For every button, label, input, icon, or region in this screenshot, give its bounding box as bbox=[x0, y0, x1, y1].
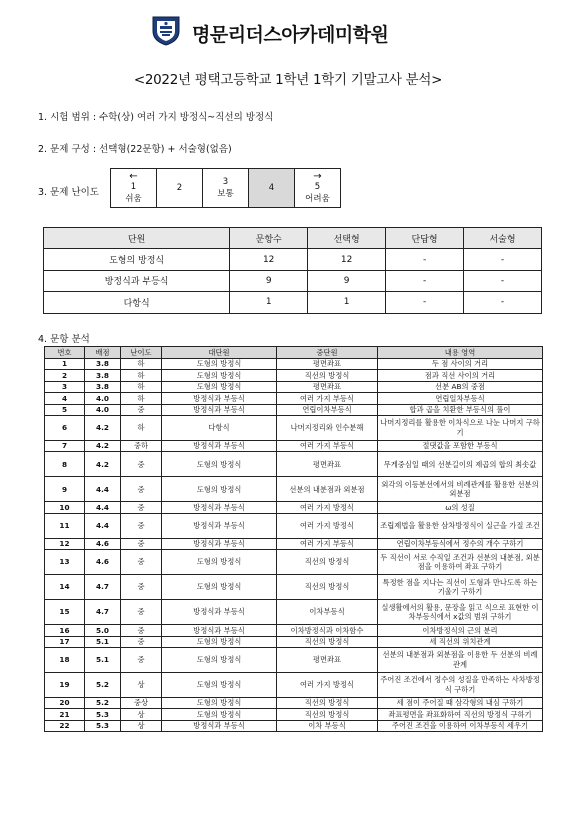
analysis-cell: 연립이차부등식 bbox=[277, 404, 378, 415]
analysis-cell: 4.4 bbox=[85, 477, 121, 502]
analysis-cell: 선분의 내분점과 외분점을 이용한 두 선분의 비례관계 bbox=[378, 647, 543, 672]
summary-cell: - bbox=[386, 270, 464, 291]
analysis-cell: 무게중심일 때의 선분길이의 제곱의 합의 최솟값 bbox=[378, 452, 543, 477]
analysis-cell: 4.4 bbox=[85, 502, 121, 513]
table-row bbox=[45, 502, 543, 513]
difficulty-level-3 bbox=[203, 169, 249, 208]
analysis-cell: 평면좌표 bbox=[277, 381, 378, 392]
analysis-cell: 이차방정식의 근의 분리 bbox=[378, 625, 543, 636]
summary-cell: 9 bbox=[308, 270, 386, 291]
analysis-cell: 연립일차부등식 bbox=[378, 393, 543, 404]
analysis-cell: 8 bbox=[45, 452, 85, 477]
difficulty-number: 2 bbox=[176, 183, 183, 193]
analysis-cell: 두 점 사이의 거리 bbox=[378, 359, 543, 370]
analysis-cell: 상 bbox=[121, 709, 162, 720]
analysis-cell: 도형의 방정식 bbox=[162, 359, 277, 370]
analysis-cell: 평면좌표 bbox=[277, 647, 378, 672]
analysis-cell: 하 bbox=[121, 370, 162, 381]
analysis-cell: 4.6 bbox=[85, 538, 121, 549]
analysis-cell: 도형의 방정식 bbox=[162, 636, 277, 647]
analysis-cell: 7 bbox=[45, 440, 85, 451]
analysis-cell: 4.7 bbox=[85, 600, 121, 625]
analysis-cell: 상 bbox=[121, 672, 162, 697]
analysis-cell: 직선의 방정식 bbox=[277, 636, 378, 647]
difficulty-arrow-icon: → bbox=[313, 170, 322, 182]
analysis-cell: 2 bbox=[45, 370, 85, 381]
page-title: <2022년 평택고등학교 1학년 1학기 기말고사 분석> bbox=[133, 72, 443, 88]
analysis-cell: 방정식과 부등식 bbox=[162, 625, 277, 636]
summary-cell: 12 bbox=[308, 249, 386, 270]
table-row bbox=[45, 452, 543, 477]
analysis-cell: 점과 직선 사이의 거리 bbox=[378, 370, 543, 381]
analysis-cell: ω의 성질 bbox=[378, 502, 543, 513]
analysis-cell: 방정식과 부등식 bbox=[162, 404, 277, 415]
summary-cell: - bbox=[464, 292, 542, 313]
table-row bbox=[45, 709, 543, 720]
summary-cell: - bbox=[386, 292, 464, 313]
analysis-cell: 하 bbox=[121, 393, 162, 404]
school-emblem-icon bbox=[150, 14, 182, 46]
analysis-header-cell: 난이도 bbox=[121, 347, 162, 359]
summary-cell: 도형의 방정식 bbox=[44, 249, 230, 270]
analysis-cell: 14 bbox=[45, 575, 85, 600]
analysis-cell: 10 bbox=[45, 502, 85, 513]
difficulty-label: 3. 문제 난이도 bbox=[38, 187, 99, 198]
analysis-cell: 직선의 방정식 bbox=[277, 550, 378, 575]
analysis-table bbox=[44, 346, 543, 732]
analysis-cell: 3 bbox=[45, 381, 85, 392]
analysis-cell: 19 bbox=[45, 672, 85, 697]
analysis-cell: 도형의 방정식 bbox=[162, 370, 277, 381]
analysis-cell: 선분의 내분점과 외분점 bbox=[277, 477, 378, 502]
table-row bbox=[45, 625, 543, 636]
analysis-cell: 3.8 bbox=[85, 359, 121, 370]
analysis-cell: 나머지정리와 인수분해 bbox=[277, 415, 378, 440]
analysis-header-cell: 중단원 bbox=[277, 347, 378, 359]
analysis-cell: 16 bbox=[45, 625, 85, 636]
difficulty-number: 4 bbox=[268, 183, 275, 193]
question-analysis-label: 4. 문항 분석 bbox=[38, 334, 90, 345]
analysis-cell: 4.0 bbox=[85, 404, 121, 415]
difficulty-caption: 쉬움 bbox=[125, 193, 142, 204]
table-row bbox=[45, 647, 543, 672]
analysis-cell: 중 bbox=[121, 477, 162, 502]
analysis-cell: 방정식과 부등식 bbox=[162, 513, 277, 538]
summary-row bbox=[44, 249, 542, 270]
analysis-cell: 여러 가지 방정식 bbox=[277, 502, 378, 513]
analysis-cell: 17 bbox=[45, 636, 85, 647]
analysis-cell: 하 bbox=[121, 415, 162, 440]
table-row bbox=[45, 697, 543, 708]
analysis-cell: 4.2 bbox=[85, 452, 121, 477]
analysis-cell: 특정한 점을 지나는 직선이 도형과 만나도록 하는 기울기 구하기 bbox=[378, 575, 543, 600]
header bbox=[0, 8, 576, 52]
analysis-cell: 중상 bbox=[121, 697, 162, 708]
analysis-cell: 중 bbox=[121, 625, 162, 636]
difficulty-scale bbox=[110, 168, 341, 208]
summary-cell: - bbox=[386, 249, 464, 270]
analysis-cell: 나머지정리를 활용한 이차식으로 나눈 나머지 구하기 bbox=[378, 415, 543, 440]
analysis-cell: 3.8 bbox=[85, 370, 121, 381]
analysis-cell: 여러 가지 부등식 bbox=[277, 393, 378, 404]
analysis-cell: 중 bbox=[121, 404, 162, 415]
analysis-cell: 22 bbox=[45, 720, 85, 731]
summary-table bbox=[43, 227, 542, 314]
summary-cell: 9 bbox=[230, 270, 308, 291]
difficulty-caption: 보통 bbox=[217, 189, 234, 199]
analysis-cell: 연립이차부등식에서 정수의 개수 구하기 bbox=[378, 538, 543, 549]
analysis-cell: 4.0 bbox=[85, 393, 121, 404]
difficulty-level-5 bbox=[295, 169, 341, 208]
analysis-cell: 9 bbox=[45, 477, 85, 502]
table-row bbox=[45, 538, 543, 549]
analysis-cell: 세 직선의 위치관계 bbox=[378, 636, 543, 647]
difficulty-level-4 bbox=[249, 169, 295, 208]
analysis-cell: 4.7 bbox=[85, 575, 121, 600]
analysis-cell: 좌표평면을 좌표화하여 직선의 방정식 구하기 bbox=[378, 709, 543, 720]
difficulty-caption: 어려움 bbox=[305, 193, 330, 204]
analysis-cell: 5.2 bbox=[85, 672, 121, 697]
analysis-cell: 방정식과 부등식 bbox=[162, 538, 277, 549]
analysis-cell: 5.3 bbox=[85, 720, 121, 731]
analysis-cell: 4 bbox=[45, 393, 85, 404]
summary-header-cell: 단원 bbox=[44, 228, 230, 249]
analysis-cell: 합과 곱을 치환한 부등식의 풀이 bbox=[378, 404, 543, 415]
analysis-cell: 직선의 방정식 bbox=[277, 575, 378, 600]
analysis-cell: 평면좌표 bbox=[277, 359, 378, 370]
table-row bbox=[45, 404, 543, 415]
analysis-cell: 방정식과 부등식 bbox=[162, 440, 277, 451]
summary-header-cell: 서술형 bbox=[464, 228, 542, 249]
difficulty-number: 5 bbox=[314, 181, 321, 192]
analysis-cell: 중 bbox=[121, 575, 162, 600]
analysis-cell: 13 bbox=[45, 550, 85, 575]
analysis-cell: 세 점이 주어질 때 삼각형의 내심 구하기 bbox=[378, 697, 543, 708]
analysis-cell: 중하 bbox=[121, 440, 162, 451]
summary-cell: 12 bbox=[230, 249, 308, 270]
analysis-cell: 도형의 방정식 bbox=[162, 575, 277, 600]
table-row bbox=[45, 636, 543, 647]
analysis-cell: 12 bbox=[45, 538, 85, 549]
analysis-cell: 실생활에서의 활용, 문장을 읽고 식으로 표현한 이차부등식에서 x값의 범위 구하기 bbox=[378, 600, 543, 625]
summary-cell: - bbox=[464, 249, 542, 270]
analysis-cell: 중 bbox=[121, 550, 162, 575]
analysis-cell: 중 bbox=[121, 636, 162, 647]
analysis-cell: 4.2 bbox=[85, 440, 121, 451]
analysis-cell: 3.8 bbox=[85, 381, 121, 392]
analysis-cell: 여러 가지 부등식 bbox=[277, 440, 378, 451]
analysis-cell: 다항식 bbox=[162, 415, 277, 440]
analysis-cell: 방정식과 부등식 bbox=[162, 393, 277, 404]
summary-row bbox=[44, 292, 542, 313]
analysis-cell: 4.2 bbox=[85, 415, 121, 440]
analysis-cell: 이차방정식과 이차함수 bbox=[277, 625, 378, 636]
table-row bbox=[45, 672, 543, 697]
analysis-cell: 5.2 bbox=[85, 697, 121, 708]
analysis-cell: 평면좌표 bbox=[277, 452, 378, 477]
summary-cell: 방정식과 부등식 bbox=[44, 270, 230, 291]
analysis-cell: 6 bbox=[45, 415, 85, 440]
analysis-cell: 중 bbox=[121, 452, 162, 477]
analysis-cell: 중 bbox=[121, 538, 162, 549]
analysis-cell: 15 bbox=[45, 600, 85, 625]
question-composition: 2. 문제 구성 : 선택형(22문항) + 서술형(없음) bbox=[38, 144, 232, 155]
analysis-cell: 도형의 방정식 bbox=[162, 647, 277, 672]
summary-cell: 1 bbox=[308, 292, 386, 313]
analysis-header-cell: 내용 영역 bbox=[378, 347, 543, 359]
summary-header-cell: 단답형 bbox=[386, 228, 464, 249]
analysis-cell: 도형의 방정식 bbox=[162, 452, 277, 477]
analysis-cell: 여러 가지 방정식 bbox=[277, 672, 378, 697]
analysis-cell: 4.6 bbox=[85, 550, 121, 575]
analysis-cell: 두 직선이 서로 수직일 조건과 선분의 내분점, 외분점을 이용하여 좌표 구하기 bbox=[378, 550, 543, 575]
table-row bbox=[45, 393, 543, 404]
analysis-cell: 11 bbox=[45, 513, 85, 538]
analysis-cell: 도형의 방정식 bbox=[162, 477, 277, 502]
analysis-cell: 도형의 방정식 bbox=[162, 381, 277, 392]
difficulty-number: 1 bbox=[130, 181, 137, 192]
analysis-cell: 5 bbox=[45, 404, 85, 415]
analysis-cell: 1 bbox=[45, 359, 85, 370]
table-row bbox=[45, 575, 543, 600]
analysis-cell: 여러 가지 방정식 bbox=[277, 513, 378, 538]
summary-header-cell: 선택형 bbox=[308, 228, 386, 249]
summary-cell: 1 bbox=[230, 292, 308, 313]
difficulty-level-2 bbox=[157, 169, 203, 208]
analysis-cell: 직선의 방정식 bbox=[277, 709, 378, 720]
analysis-cell: 중 bbox=[121, 600, 162, 625]
analysis-cell: 주어진 조건에서 정수의 성질을 만족하는 사차방정식 구하기 bbox=[378, 672, 543, 697]
analysis-cell: 선분 AB의 중점 bbox=[378, 381, 543, 392]
analysis-cell: 4.4 bbox=[85, 513, 121, 538]
table-row bbox=[45, 600, 543, 625]
analysis-cell: 절댓값을 포함한 부등식 bbox=[378, 440, 543, 451]
table-row bbox=[45, 513, 543, 538]
analysis-cell: 5.1 bbox=[85, 647, 121, 672]
analysis-cell: 도형의 방정식 bbox=[162, 709, 277, 720]
exam-range: 1. 시험 범위 : 수학(상) 여러 가지 방정식~직선의 방정식 bbox=[38, 112, 274, 123]
table-row bbox=[45, 720, 543, 731]
analysis-cell: 중 bbox=[121, 513, 162, 538]
table-row bbox=[45, 415, 543, 440]
analysis-cell: 하 bbox=[121, 381, 162, 392]
analysis-cell: 중 bbox=[121, 647, 162, 672]
table-row bbox=[45, 440, 543, 451]
summary-header-cell: 문항수 bbox=[230, 228, 308, 249]
summary-cell: - bbox=[464, 270, 542, 291]
analysis-cell: 이차부등식 bbox=[277, 600, 378, 625]
analysis-cell: 직선의 방정식 bbox=[277, 370, 378, 381]
analysis-cell: 조립제법을 활용한 삼차방정식이 실근을 가질 조건 bbox=[378, 513, 543, 538]
analysis-cell: 방정식과 부등식 bbox=[162, 720, 277, 731]
analysis-cell: 방정식과 부등식 bbox=[162, 600, 277, 625]
analysis-cell: 상 bbox=[121, 720, 162, 731]
analysis-cell: 이차 부등식 bbox=[277, 720, 378, 731]
analysis-cell: 5.3 bbox=[85, 709, 121, 720]
analysis-cell: 주어진 조건을 이용하여 이차부등식 세우기 bbox=[378, 720, 543, 731]
analysis-cell: 직선의 방정식 bbox=[277, 697, 378, 708]
analysis-cell: 여러 가지 부등식 bbox=[277, 538, 378, 549]
difficulty-level-1 bbox=[111, 169, 157, 208]
summary-row bbox=[44, 270, 542, 291]
analysis-cell: 21 bbox=[45, 709, 85, 720]
table-row bbox=[45, 359, 543, 370]
analysis-header-cell: 배점 bbox=[85, 347, 121, 359]
analysis-cell: 5.1 bbox=[85, 636, 121, 647]
analysis-cell: 18 bbox=[45, 647, 85, 672]
table-row bbox=[45, 381, 543, 392]
analysis-cell: 중 bbox=[121, 502, 162, 513]
analysis-header-cell: 대단원 bbox=[162, 347, 277, 359]
analysis-cell: 5.0 bbox=[85, 625, 121, 636]
analysis-cell: 방정식과 부등식 bbox=[162, 502, 277, 513]
summary-cell: 다항식 bbox=[44, 292, 230, 313]
org-name: 명문리더스아카데미학원 bbox=[192, 24, 389, 46]
analysis-header-cell: 번호 bbox=[45, 347, 85, 359]
analysis-cell: 도형의 방정식 bbox=[162, 697, 277, 708]
table-row bbox=[45, 550, 543, 575]
table-row bbox=[45, 370, 543, 381]
analysis-cell: 하 bbox=[121, 359, 162, 370]
analysis-cell: 외각의 이등분선에서의 비례관계를 활용한 선분의 외분점 bbox=[378, 477, 543, 502]
analysis-cell: 도형의 방정식 bbox=[162, 672, 277, 697]
table-row bbox=[45, 477, 543, 502]
analysis-cell: 도형의 방정식 bbox=[162, 550, 277, 575]
difficulty-number: 3 bbox=[222, 177, 229, 187]
analysis-cell: 20 bbox=[45, 697, 85, 708]
difficulty-arrow-icon: ← bbox=[129, 170, 138, 182]
